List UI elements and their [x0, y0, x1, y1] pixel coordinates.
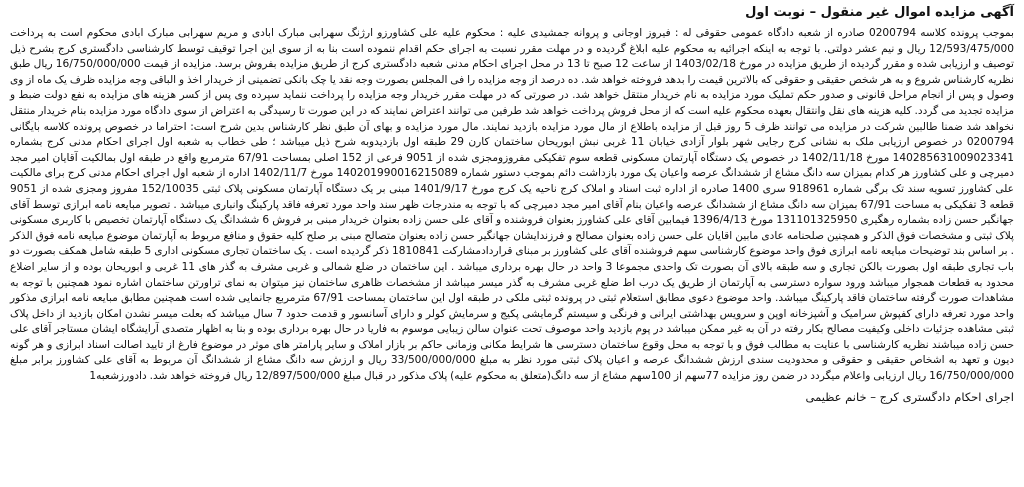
notice-title: آگهی مزایده اموال غیر منقول – نوبت اول — [745, 5, 1014, 20]
notice-signature: اجرای احکام دادگستری کرج – خانم عظیمی — [805, 389, 1014, 404]
notice-body: بموجب پرونده کلاسه 0200794 صادره از شعبه دادگاه عمومی حقوقی له : فیروز اوجانی و پروانه جمشیدی علیه : محکوم علیه علی کشاورزو ارژنگ سهرابی مبارک ابادی و مریم سهرابی مبارک ابادی محکوم است به پرداخت 12/593/475/000 ریال و نیم عشر دولتی. با توجه به اینکه اجرائیه به محکوم علیه ابلاغ گردیده و در مهلت مقرر نسبت به اجرای حکم اقدام ننموده است بنا به از سوی این اجرا توقیف توسط کارشناسی دادگستری کرج بشرح ذیل توصیف و ارزیابی شده و مقرر گردیده از طریق مزایده در مورخ 1403/02/18 از ساعت 12 صبح تا 13 در محل اجرای احکام مدنی شعبه دادگستری کرج از طریق مزایده بفروش برسد. مزایده از قیمت 16/750/000/000 ریال طبق نظریه کارشناس شروع و به هر شخص حقیقی و حقوقی که بالاترین قیمت را بدهد فروخته خواهد شد. ده درصد از وجه مزایده را فی المجلس بصورت وجه نقد یا چک بانکی تضمینی از خریدار اخذ و الباقی وجه مزایده ظرف یک ماه از وی وصول و پس از انجام مراحل قانونی و صدور حکم تملیک مورد مزایده به نام خریدار منتقل خواهد شد. در صورتی که در مهلت مقرر خریدار وجه مزایده را پرداخت ننماید سپرده وی پس از کسر هزینه های مزایده به نفع دولت ضبط و مزایده تجدید می گردد. کلیه هزینه های نقل وانتقال بعهده محکوم علیه است که از محل فروش پرداخت خواهد شد طرفین می توانند اعتراض نمایند که در این صورت تا رسیدگی به اعتراض از سوی دادگاه مورد مزایده بنام خریدار منتقل نخواهد شد ضمنا طالبین شرکت در مزایده می توانند ظرف 5 روز قبل از مزایده باطلاع از مال مورد مزایده بازدید نمایند. مال مورد مزایده و بهای آن طبق نظر کارشناس بدین شرح است: احتراما در خصوص پرونده کلاسه بایگانی 0200794 در خصوص ارزیابی ملک به نشانی کرج رجایی شهر بلوار آزادی خیابان 11 غربی نبش ابوریحان ساختمان کارن 29 طبقه اول بازدیدوبه شرح ذیل میباشد ؛ طی خطاب به شعبه اول اجرای احکام مدنی کرج بشماره 140285631009023341 مورخ 1402/11/18 در خصوص یک دستگاه آپارتمان مسکونی قطعه سوم تفکیکی مفروزومجزی شده از 9051 فرعی از 152 اصلی بمساحت 67/91 مترمربع واقع در طبقه اول بمالکیت آقایان امیر مجد دمیرچی و علی کشاورز هر کدام بمیزان سه دانگ مشاع از ششدانگ عرصه واعیان یک مورد بازداشت دائم بموجب دستور شماره 140201990016215089 مورخ 1402/11/7 اداره از شعبه اول اجرای احکام مدنی کرج برای مالکیت علی کشاورز تسویه سند تک برگی شماره 918961 سری 1400 صادره از اداره ثبت اسناد و املاک کرج ناحیه یک کرج مورخ 1401/9/17 مبنی بر یک دستگاه آپارتمان مسکونی پلاک ثبتی 152/10035 مفروز ومجزی شده از 9051 قطعه 3 تفکیکی به مساحت 67/91 بمیزان سه دانگ مشاع از ششدانگ عرصه واعیان بنام آقای امیر مجد دمیرچی که با توجه به مندرجات ظهر سند واحد مورد تعرفه فاقد پارکینگ وانباری میباشد . تصویر مبایعه نامه ابرازی توسط آقای جهانگیر حسن زاده بشماره رهگیری 131101325950 مورخ 1396/4/13 فیمابین آقای علی کشاورز بعنوان فروشنده و آقای علی حسن زاده بعنوان خریدار مبنی بر فروش 6 ششدانگ یک دستگاه آپارتمان تخصیص با کاربری مسکونی پلاک ثبتی و مشخصات فوق الذکر و همچنین صلحنامه عادی مابین اقایان علی حسن زاده بعنوان مصالح و فرزندایشان جهانگیر حسن زاده بعنوان متصالح مبنی بر صلح کلیه حقوق و منافع مربوط به آپارتمان موضوع مبایعه نامه فوق الذکر . بر اساس بند توضیحات مبایعه نامه ابرازی فوق واحد موضوع کارشناسی سهم فروشنده آقای علی کشاورز بر مبنای قراردادمشارکت 1810841 ذکر گردیده است . یک ساختمان تجاری مسکونی اداری 5 طبقه شامل همکف بصورت دو باب تجاری طبقه اول بصورت بالکن تجاری و سه طبقه بالای آن بصورت تک واحدی مجموعا 3 واحد در حال بهره برداری میباشد . این ساختمان در ضلع شمالی و غربی مشرف به گذر های 11 غربی و ابوریحان بوده و از سایر اضلاع محدود به قطعات همجوار میباشد ورود سواره دسترسی به آپارتمان از طریق یک درب اط ضلع غربی مشرف به گذر میسر میباشد از مشخصات ظاهری ساختمان نیز میتوان به نمای تراورتن ساختمان اشاره نمود همچنین با توجه به مشاهدات صورت گرفته ساختمان فاقد پارکینگ میباشد. واحد موضوع دعوی مطابق استعلام ثبتی در پرونده ثبتی ملکی در طبقه اول این ساختمان بمساحت 67/91 مترمربع جانمایی شده است همچنین مطابق مبایعه نامه ابرازی مذکور واحد مورد تعرفه دارای کفپوش سرامیک و آشپزخانه اوپن و سرویس بهداشتی ایرانی و فرنگی و سیستم گرمایشی پکیج و سرمایش کولر و دارای آسانسور و قدمت حدود 7 سال میباشد که بعلت میسر نشدن امکان بازدید از داخل پلاک ثبتی مشاهده جزئیات داخلی وکیفیت مصالح بکار رفته در آن به غیر ممکن میباشد در پوم بازدید واحد موصوف تحت عنوان سالن زیبایی موسوم به فاریا در حال بهره برداری بوده و بنا به اظهار متصدی آرایشگاه ایشان مستاجر آقای علی حسن زاده میباشند نظریه کارشناسی با عنایت به مطالب فوق و با توجه به محل وقوع ساختمان دسترسی ها شرایط مکانی وزمانی حاکم بر بازار املاک و سایر پارامتر های موثر در موضوع فارغ از تایید اصالت اسناد ابرازی و هر گونه دیون و تعهد به اشخاص حقیقی و حقوقی و محدودیت سندی ارزش ششدانگ عرصه و اعیان پلاک ثبتی مورد نظر به مبلغ 33/500/000/000 ریال و ارزش سه دانگ مشاع از ششدانگ آن مربوط به آقای علی کشاورز برابر مبلغ 16/750/000/000 ریال ارزیابی واعلام میگردد در ضمن روز مزایده 77سهم از 100سهم مشاع از سه دانگ(متعلق به محکوم علیه) پلاک مذکور در قبال مبلغ 12/897/500/000 ریال فروخته خواهد شد. دادورزشعبه1 — [10, 27, 1015, 383]
